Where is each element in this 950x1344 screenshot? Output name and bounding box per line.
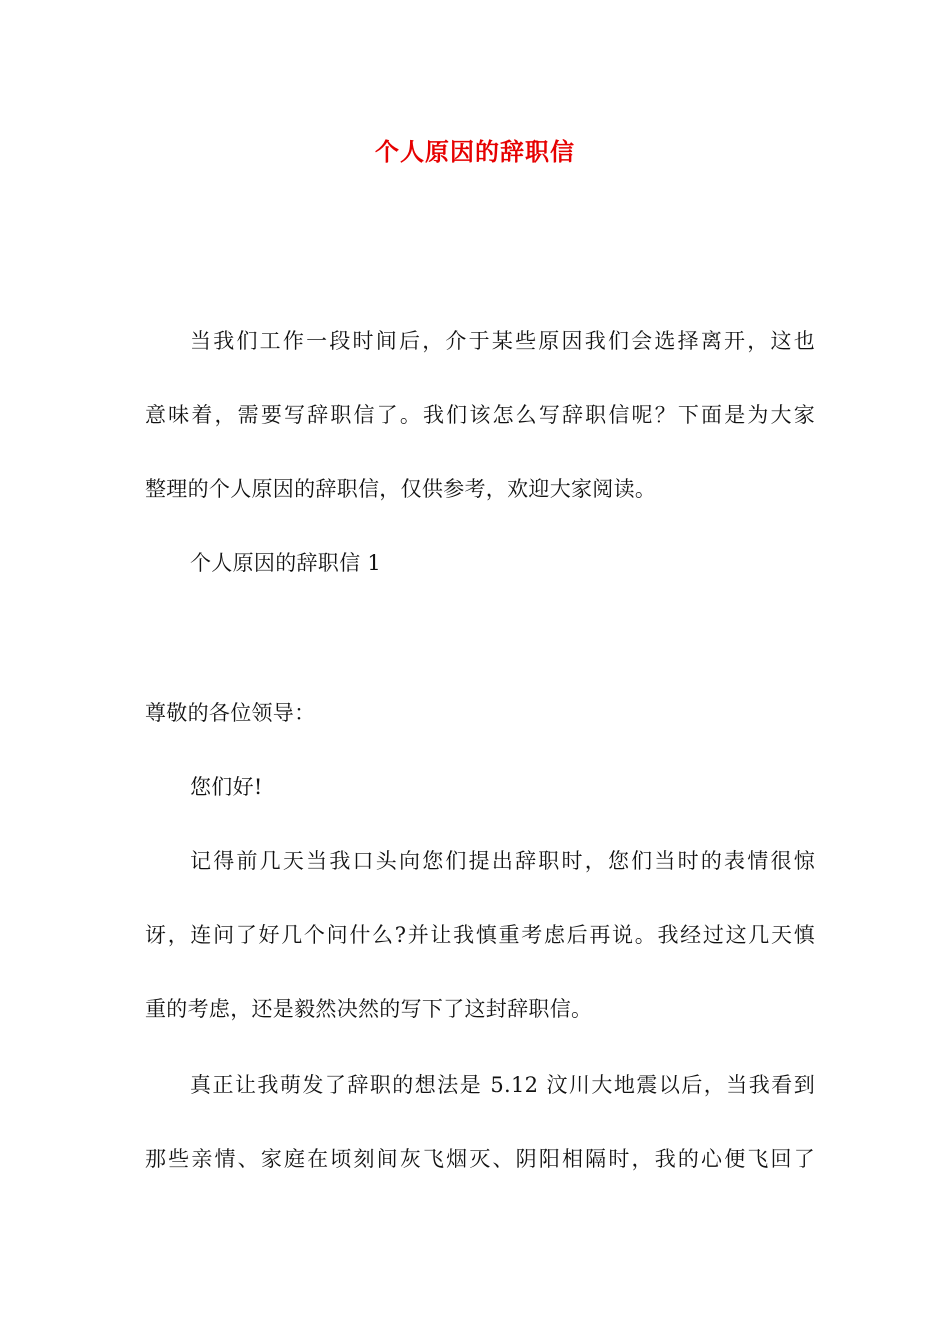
salutation: 尊敬的各位领导： [145, 701, 316, 725]
para1-line-1: 记得前几天当我口头向您们提出辞职时，您们当时的表情很惊 [190, 849, 815, 873]
document-title: 个人原因的辞职信 [375, 137, 575, 166]
para1-line-2: 讶，连问了好几个问什么?并让我慎重考虑后再说。我经过这几天慎 [145, 923, 815, 947]
section-heading: 个人原因的辞职信 1 [190, 551, 382, 575]
intro-line-2: 意味着，需要写辞职信了。我们该怎么写辞职信呢？下面是为大家 [145, 403, 815, 427]
intro-line-3: 整理的个人原因的辞职信，仅供参考，欢迎大家阅读。 [145, 477, 657, 501]
greeting: 您们好! [190, 775, 263, 799]
para1-line-3: 重的考虑，还是毅然决然的写下了这封辞职信。 [145, 997, 593, 1021]
para2-line-1: 真正让我萌发了辞职的想法是 5.12 汶川大地震以后，当我看到 [190, 1073, 815, 1097]
intro-line-1: 当我们工作一段时间后，介于某些原因我们会选择离开，这也 [190, 329, 815, 353]
para2-line-2: 那些亲情、家庭在顷刻间灰飞烟灭、阴阳相隔时，我的心便飞回了 [145, 1147, 815, 1171]
